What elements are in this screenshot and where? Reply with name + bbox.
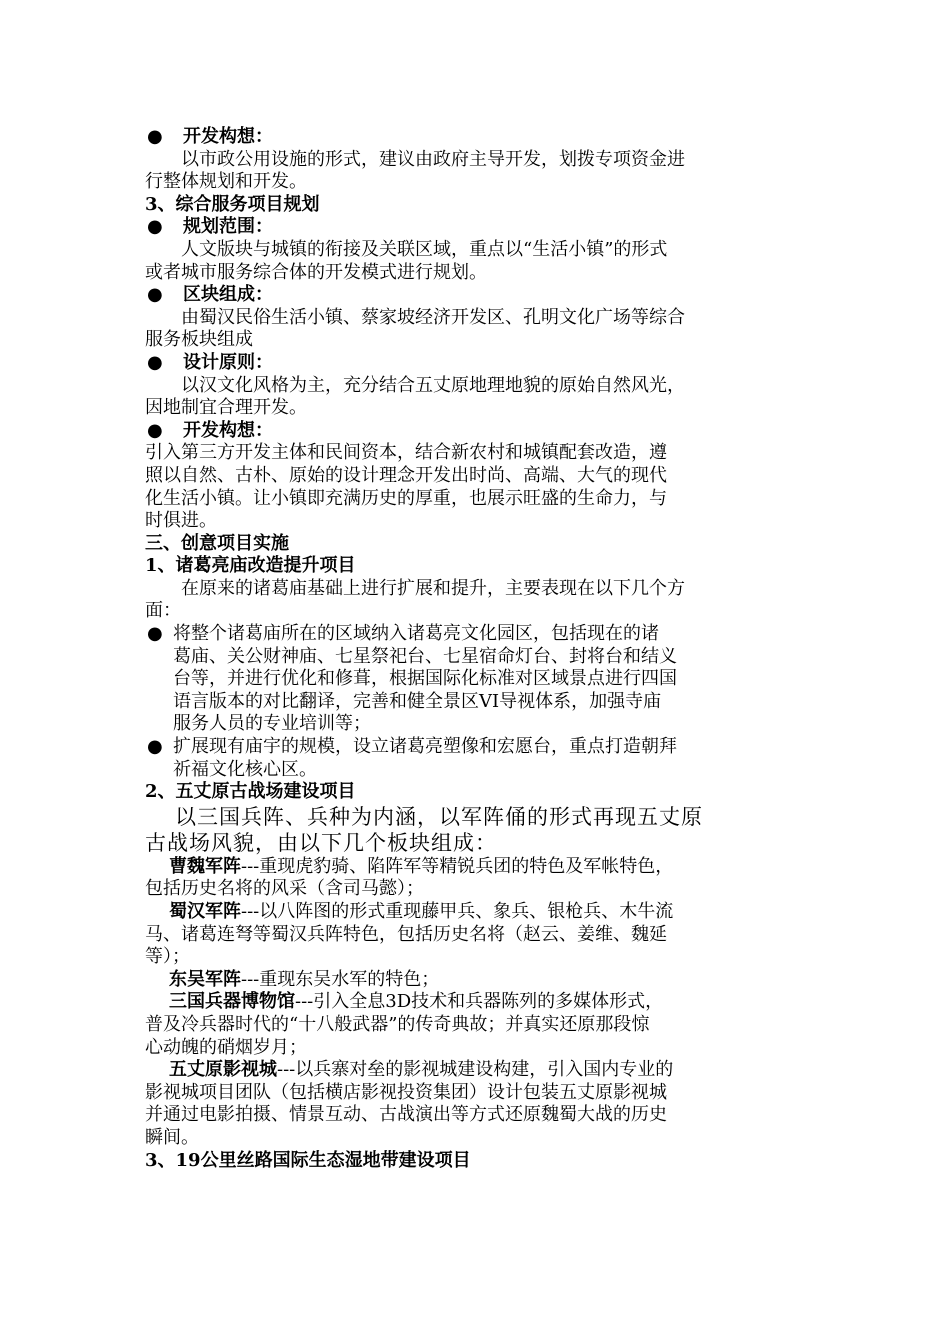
paragraph-line: 因地制宜合理开发。 xyxy=(145,397,307,419)
bullet-heading-text: 区块组成： xyxy=(183,284,273,306)
bullet-heading-text: 开发构想： xyxy=(183,419,273,441)
paragraph-line: 在原来的诸葛庙基础上进行扩展和提升，主要表现在以下几个方 xyxy=(181,577,685,599)
army-item-title: 蜀汉军阵 xyxy=(169,901,241,922)
paragraph-line: 面： xyxy=(145,600,181,622)
bullet-icon: ● xyxy=(147,284,163,306)
army-item-text: ---以兵寨对垒的影视城建设构建，引入国内专业的 xyxy=(277,1059,674,1081)
section-heading: 3、19公里丝路国际生态湿地带建设项目 xyxy=(145,1149,471,1171)
paragraph-line: 或者城市服务综合体的开发模式进行规划。 xyxy=(145,261,487,283)
bullet-icon: ● xyxy=(147,216,163,238)
section-heading: 三、创意项目实施 xyxy=(145,532,289,554)
army-item-line xyxy=(145,991,810,1014)
list-item-line: 服务人员的专业培训等； xyxy=(173,713,371,735)
bullet-heading-text: 设计原则： xyxy=(183,351,273,373)
paragraph-line: 以市政公用设施的形式，建议由政府主导开发，划拨专项资金进 xyxy=(181,148,685,170)
bullet-icon: ● xyxy=(147,126,163,147)
list-item-line: 祈福文化核心区。 xyxy=(173,758,317,780)
army-item-title: 曹魏军阵 xyxy=(169,855,241,877)
list-item-line: 台等，并进行优化和修葺，根据国际化标准对区域景点进行四国 xyxy=(173,668,677,690)
army-item-title: 东吴军阵 xyxy=(169,968,241,990)
army-item-line xyxy=(145,901,810,924)
bullet-icon: ● xyxy=(147,419,163,441)
army-item-line: 影视城项目团队（包括横店影视投资集团）设计包装五丈原影视城 xyxy=(145,1081,667,1103)
section-heading: 2、五丈原古战场建设项目 xyxy=(145,781,356,803)
bullet-heading-text: 开发构想： xyxy=(183,126,273,147)
paragraph-line: 时俱进。 xyxy=(145,510,217,532)
large-paragraph-line: 古战场风貌，由以下几个板块组成： xyxy=(145,830,497,855)
bullet-heading-text: 规划范围： xyxy=(183,216,273,238)
document-page xyxy=(145,126,810,1172)
paragraph-line: 行整体规划和开发。 xyxy=(145,171,307,193)
paragraph-line: 以汉文化风格为主，充分结合五丈原地理地貌的原始自然风光， xyxy=(181,374,685,396)
bullet-heading xyxy=(145,420,810,443)
bullet-heading xyxy=(145,284,810,307)
army-item-line: 心动魄的硝烟岁月； xyxy=(145,1036,307,1058)
paragraph-line: 由蜀汉民俗生活小镇、蔡家坡经济开发区、孔明文化广场等综合 xyxy=(181,306,685,328)
army-item-line: 并通过电影拍摄、情景互动、古战演出等方式还原魏蜀大战的历史 xyxy=(145,1104,667,1126)
army-item-line: 瞬间。 xyxy=(145,1126,199,1148)
list-item-text: 将整个诸葛庙所在的区域纳入诸葛亮文化园区，包括现在的诸 xyxy=(173,623,659,645)
army-item-text: ---重现虎豹骑、陷阵军等精锐兵团的特色及军帐特色， xyxy=(241,855,674,877)
list-item-line: 语言版本的对比翻译，完善和健全景区VI导视体系，加强寺庙 xyxy=(173,690,662,712)
bullet-heading xyxy=(145,352,810,375)
army-item-line: 普及冷兵器时代的“十八般武器”的传奇典故；并真实还原那段惊 xyxy=(145,1013,650,1035)
army-item-line xyxy=(145,969,810,992)
army-item-text: ---以八阵图的形式重现藤甲兵、象兵、银枪兵、木牛流 xyxy=(241,901,674,922)
bullet-icon: ● xyxy=(147,351,163,373)
list-item-text: 扩展现有庙宇的规模，设立诸葛亮塑像和宏愿台，重点打造朝拜 xyxy=(173,736,677,758)
section-heading: 1、诸葛亮庙改造提升项目 xyxy=(145,555,356,577)
army-item-text: ---重现东吴水军的特色； xyxy=(241,968,440,990)
list-item-line xyxy=(145,736,810,759)
paragraph-line: 引入第三方开发主体和民间资本，结合新农村和城镇配套改造，遵 xyxy=(145,442,667,464)
bullet-icon: ● xyxy=(147,623,163,645)
bullet-heading xyxy=(145,126,810,149)
army-item-title: 三国兵器博物馆 xyxy=(169,991,295,1013)
section-heading: 3、综合服务项目规划 xyxy=(145,193,320,215)
army-item-line: 包括历史名将的风采（含司马懿）； xyxy=(145,878,424,900)
army-item-text: ---引入全息3D技术和兵器陈列的多媒体形式， xyxy=(295,991,664,1013)
paragraph-line: 照以自然、古朴、原始的设计理念开发出时尚、高端、大气的现代 xyxy=(145,464,667,486)
army-item-line: 马、诸葛连弩等蜀汉兵阵特色，包括历史名将（赵云、姜维、魏延 xyxy=(145,923,667,945)
paragraph-line: 人文版块与城镇的衔接及关联区域，重点以“生活小镇”的形式 xyxy=(181,238,668,260)
army-item-line: 等）； xyxy=(145,946,190,968)
paragraph-line: 服务板块组成 xyxy=(145,329,253,351)
list-item-line: 葛庙、关公财神庙、七星祭祀台、七星宿命灯台、封将台和结义 xyxy=(173,645,677,667)
large-paragraph-line: 以三国兵阵、兵种为内涵，以军阵俑的形式再现五丈原 xyxy=(175,804,703,829)
bullet-icon: ● xyxy=(147,736,163,758)
bullet-heading xyxy=(145,216,810,239)
army-item-title: 五丈原影视城 xyxy=(169,1059,277,1081)
army-item-line xyxy=(145,856,810,879)
list-item-line xyxy=(145,623,810,646)
army-item-line xyxy=(145,1059,810,1082)
paragraph-line: 化生活小镇。让小镇即充满历史的厚重，也展示旺盛的生命力，与 xyxy=(145,487,667,509)
